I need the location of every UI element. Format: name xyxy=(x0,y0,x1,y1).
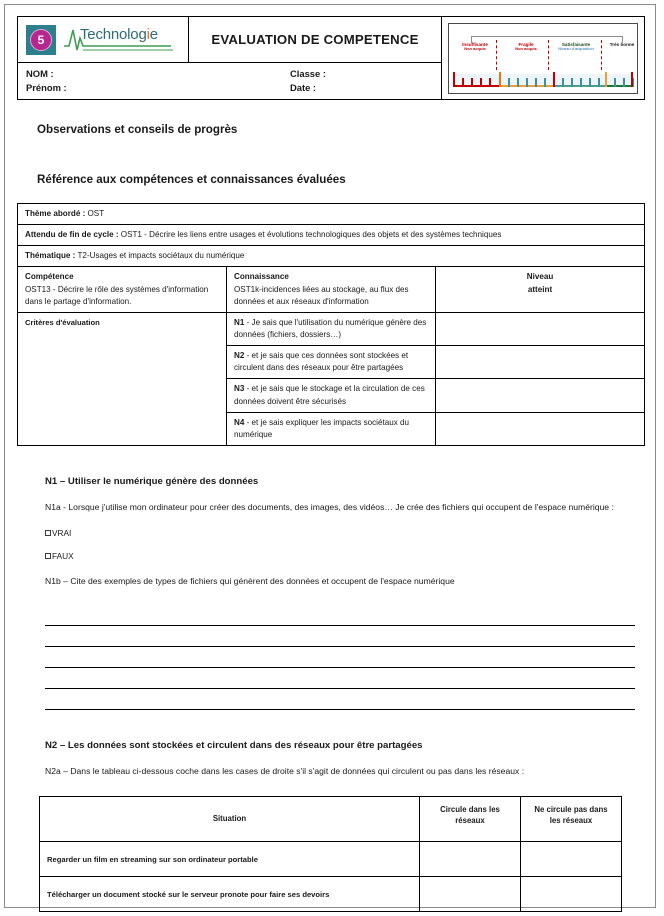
identity-fields xyxy=(18,63,441,99)
ruler-tick xyxy=(631,72,633,87)
ruler-tick xyxy=(526,78,528,87)
technologie-logo xyxy=(18,20,188,59)
situation-text: Télécharger un document stocké sur le serveur pronote pour faire ses devoirs xyxy=(40,877,420,912)
connaissance-cell xyxy=(227,267,436,312)
logo-text: Technologie xyxy=(80,25,158,43)
theme-row xyxy=(18,204,645,225)
column-header-situation: Situation xyxy=(40,797,420,842)
ruler-tick xyxy=(605,72,607,87)
criterion-text: - et je sais que ces données sont stockées et circulent dans des réseaux pour être partagées xyxy=(234,351,409,373)
title-cell xyxy=(189,17,442,63)
ruler-tick xyxy=(571,78,573,87)
column-header-ne-circule-pas: Ne circule pas dans les réseaux xyxy=(521,797,622,842)
option-label: FAUX xyxy=(52,551,74,561)
attendu-row xyxy=(18,225,645,246)
criterion-code: N1 xyxy=(234,317,245,327)
attendu-label: Attendu de fin de cycle : xyxy=(25,230,119,240)
criterion-level-box[interactable] xyxy=(436,346,645,379)
circule-checkbox-cell[interactable] xyxy=(420,842,521,877)
scale-level-fragile: Fragile Non acquis xyxy=(515,42,537,52)
ruler-tick xyxy=(508,78,510,87)
scale-level-satisfaisante: Satisfaisante Niveau d'acquisition xyxy=(558,42,594,52)
criterion-level-box[interactable] xyxy=(436,412,645,445)
theme-value: OST xyxy=(87,209,105,218)
criterion-row xyxy=(227,312,436,345)
ruler-tick xyxy=(580,78,582,87)
attendu-value: OST1 - Décrire les liens entre usages et évolutions technologiques des objets et des systèmes techniques xyxy=(120,230,502,240)
n1a-option-faux[interactable] xyxy=(45,551,635,561)
page-title: EVALUATION DE COMPETENCE xyxy=(211,32,419,47)
observations-heading: Observations et conseils de progrès xyxy=(37,123,238,136)
ruler-segment-green xyxy=(605,85,633,87)
n1-heading: N1 – Utiliser le numérique génère des données xyxy=(45,475,259,487)
criterion-row xyxy=(227,412,436,445)
scale-ruler xyxy=(453,71,633,87)
n1b-answer-lines[interactable] xyxy=(45,605,635,710)
answer-line[interactable] xyxy=(45,668,635,689)
column-header-circule: Circule dans les réseaux xyxy=(420,797,521,842)
ruler-tick xyxy=(589,78,591,87)
ruler-tick xyxy=(598,78,600,87)
criterion-text: - Je sais que l'utilisation du numérique génère des données (fichiers, dossiers…) xyxy=(234,317,427,339)
ruler-tick xyxy=(553,72,555,87)
thematique-label: Thématique : xyxy=(25,251,76,261)
criterion-text: - et je sais que le stockage et la circulation de ces données doivent être sécurisés xyxy=(234,384,425,406)
situations-table xyxy=(39,796,622,912)
thematique-value: T2-Usages et impacts sociétaux du numérique xyxy=(77,251,245,261)
checkbox-icon[interactable] xyxy=(45,530,51,536)
ruler-tick xyxy=(499,72,501,87)
scale-frame xyxy=(448,23,638,94)
competence-header: Compétence xyxy=(25,272,74,282)
ruler-tick xyxy=(517,78,519,87)
thematique-row xyxy=(18,246,645,267)
criterion-level-box[interactable] xyxy=(436,379,645,412)
criterion-row xyxy=(227,379,436,412)
option-label: VRAI xyxy=(52,528,72,538)
criterion-code: N3 xyxy=(234,384,245,394)
answer-line[interactable] xyxy=(45,626,635,647)
criterion-code: N2 xyxy=(234,351,245,361)
situation-text: Regarder un film en streaming sur son ordinateur portable xyxy=(40,842,420,877)
document-body xyxy=(17,16,645,912)
connaissance-value: OST1k-incidences liées au stockage, au flux des données et aux réseaux d'information xyxy=(234,284,409,306)
criterion-row xyxy=(227,346,436,379)
scale-labels xyxy=(449,42,637,72)
ruler-tick xyxy=(544,78,546,87)
evaluation-scale-cell xyxy=(442,17,645,100)
identity-cell[interactable] xyxy=(18,63,442,100)
ruler-tick xyxy=(535,78,537,87)
ruler-tick xyxy=(480,78,482,87)
ne-circule-pas-checkbox-cell[interactable] xyxy=(521,877,622,912)
ruler-segment-red xyxy=(453,85,499,87)
n1a-question: N1a - Lorsque j'utilise mon ordinateur pour créer des documents, des images, des vidéos… Je crée des fichiers qui occupent de l'espace numérique : xyxy=(45,501,614,512)
reference-table xyxy=(17,203,645,446)
logo-wordmark xyxy=(63,24,175,56)
logo-i-accent: i xyxy=(146,25,150,43)
reference-heading: Référence aux compétences et connaissances évaluées xyxy=(37,173,346,186)
theme-label: Thème abordé : xyxy=(25,209,86,218)
ruler-tick xyxy=(489,78,491,87)
section-n2 xyxy=(45,740,635,779)
circule-checkbox-cell[interactable] xyxy=(420,877,521,912)
niveau-atteint-header: Niveau atteint xyxy=(436,267,645,312)
ne-circule-pas-checkbox-cell[interactable] xyxy=(521,842,622,877)
table-row xyxy=(40,842,622,877)
classe-label: Classe : xyxy=(290,68,326,79)
answer-line[interactable] xyxy=(45,689,635,710)
n1a-option-vrai[interactable] xyxy=(45,528,635,538)
competence-value: OST13 - Décrire le rôle des systèmes d'information dans le partage d'information. xyxy=(25,284,209,306)
ruler-tick xyxy=(614,78,616,87)
section-n1 xyxy=(45,476,635,710)
checkbox-icon[interactable] xyxy=(45,553,51,559)
criterion-level-box[interactable] xyxy=(436,312,645,345)
ruler-tick xyxy=(562,78,564,87)
scale-level-insuffisante: Insuffisante Non acquis xyxy=(462,42,488,52)
connaissance-header: Connaissance xyxy=(234,272,289,282)
ruler-tick xyxy=(453,72,455,87)
table-header-row xyxy=(40,797,622,842)
ruler-tick xyxy=(462,78,464,87)
n1b-question: N1b – Cite des exemples de types de fichiers qui génèrent des données et occupent de l'espace numérique xyxy=(45,576,455,586)
n2-heading: N2 – Les données sont stockées et circulent dans des réseaux pour être partagées xyxy=(45,740,423,752)
logo-square xyxy=(26,25,56,55)
logo-level-badge: 5 xyxy=(30,29,52,51)
n2a-question: N2a – Dans le tableau ci-dessous coche dans les cases de droite s'il s'agit de données qui circulent ou pas dans les réseaux : xyxy=(45,766,525,777)
table-row xyxy=(40,877,622,912)
prenom-label: Prénom : xyxy=(26,82,67,93)
criterion-text: - et je sais expliquer les impacts sociétaux du numérique xyxy=(234,417,410,439)
header-table xyxy=(17,16,645,100)
answer-line[interactable] xyxy=(45,605,635,626)
ruler-tick xyxy=(471,78,473,87)
answer-line[interactable] xyxy=(45,647,635,668)
nom-label: NOM : xyxy=(26,68,54,79)
scale-level-tres-bonne: Très bonne xyxy=(609,42,635,47)
criterion-code: N4 xyxy=(234,417,245,427)
evaluation-scale xyxy=(442,18,644,98)
document-page xyxy=(4,4,656,908)
date-label: Date : xyxy=(290,82,317,93)
competence-cell xyxy=(18,267,227,312)
logo-cell xyxy=(18,17,189,63)
ruler-tick xyxy=(623,78,625,87)
criteres-label: Critères d'évaluation xyxy=(18,312,227,445)
